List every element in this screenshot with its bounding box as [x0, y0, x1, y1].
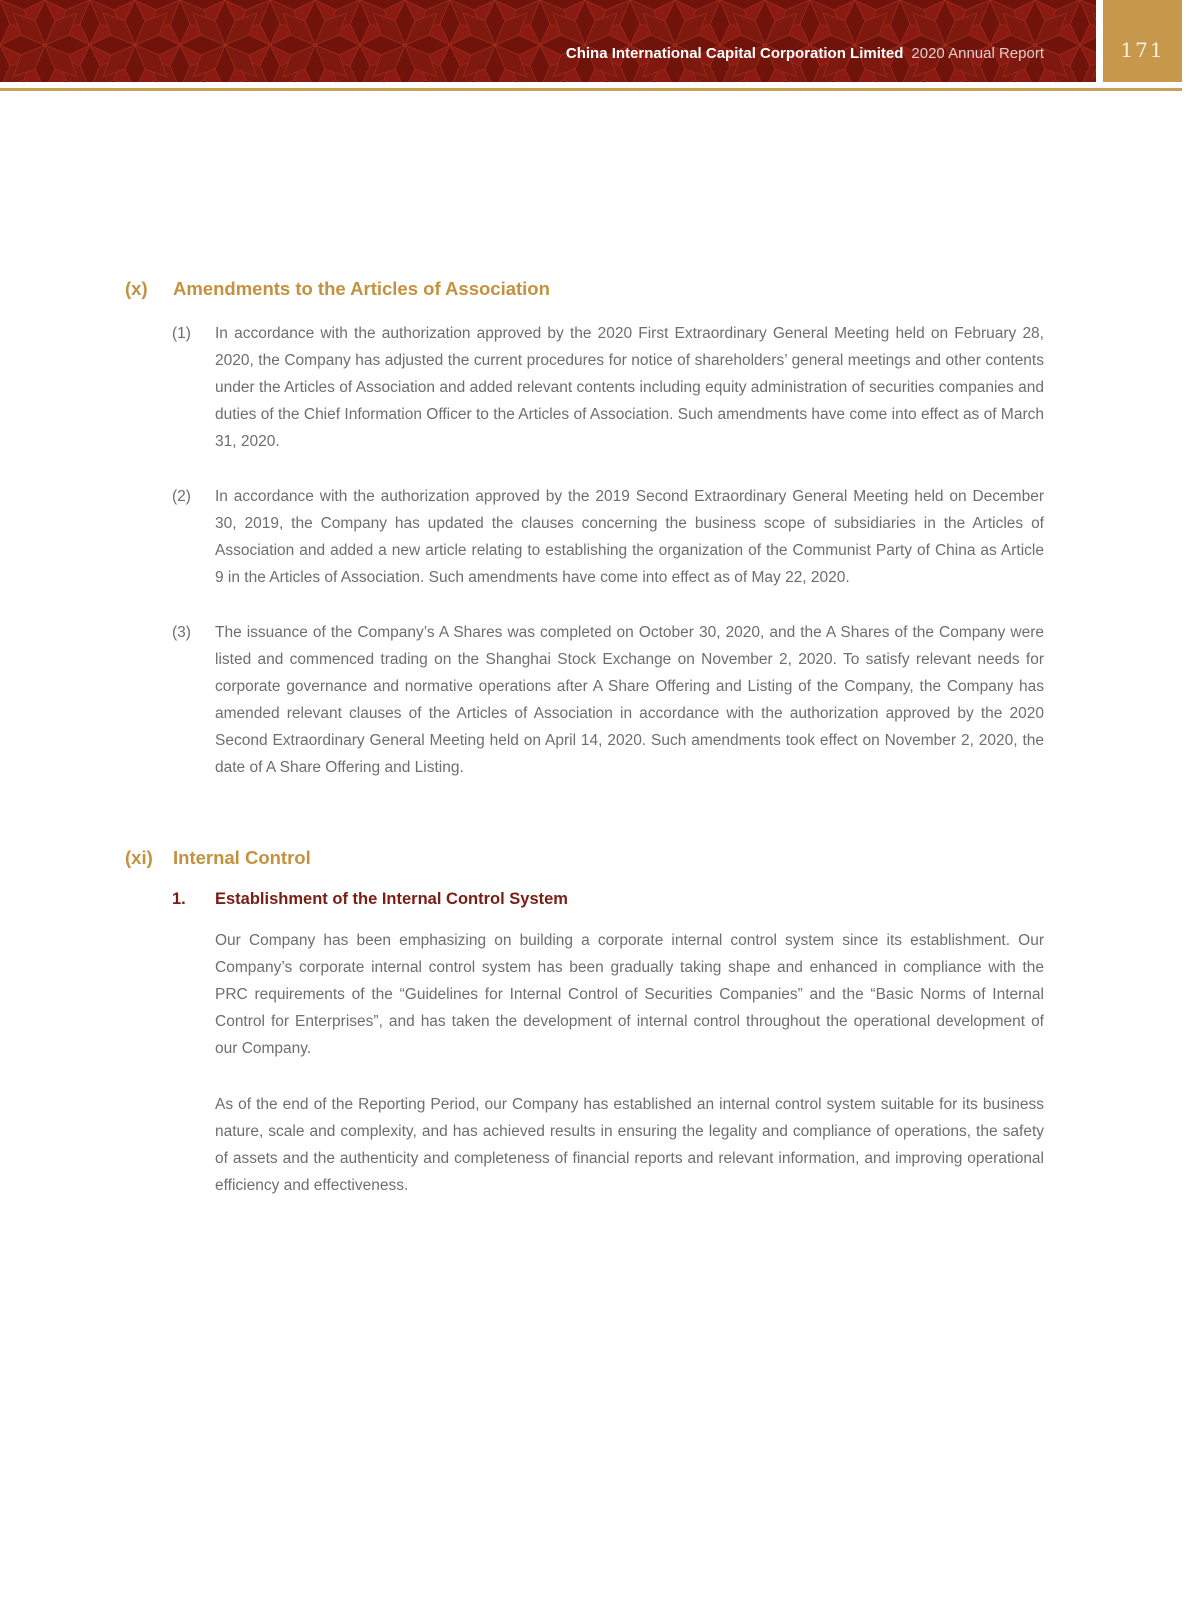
list-item [125, 619, 1044, 781]
section-internal-control [125, 847, 1044, 1199]
page-content [0, 278, 1190, 1199]
list-item-text: The issuance of the Company’s A Shares was completed on October 30, 2020, and the A Shares of the Company were listed and commenced trading on the Shanghai Stock Exchange on November 2, 2020. To satisfy relevant needs for corporate governance and normative operations after A Share Offering and Listing of the Company, the Company has amended relevant clauses of the Articles of Association in accordance with the authorization approved by the 2020 Second Extraordinary General Meeting held on April 14, 2020. Such amendments took effect on November 2, 2020, the date of A Share Offering and Listing. [215, 624, 1044, 776]
header-red-band [0, 0, 1096, 82]
section-label: (x) [125, 278, 148, 299]
list-item-text: In accordance with the authorization approved by the 2019 Second Extraordinary General Meeting held on December 30, 2019, the Company has updated the clauses concerning the business scope of subsidiaries in the Articles of Association and added a new article relating to establishing the organization of the Communist Party of China as Article 9 in the Articles of Association. Such amendments have come into effect as of May 22, 2020. [215, 488, 1044, 586]
subsection-heading-establishment [125, 888, 1044, 910]
subsection-title: Establishment of the Internal Control System [215, 890, 568, 908]
section-label: (xi) [125, 847, 153, 868]
page-number: 171 [1120, 38, 1165, 62]
amendments-list [125, 320, 1044, 781]
company-name: China International Capital Corporation Limited [565, 44, 904, 62]
paragraph: Our Company has been emphasizing on building a corporate internal control system since its establishment. Our Company’s corporate internal control system has been gradually taking shape and enhanced in compliance with the PRC requirements of the “Guidelines for Internal Control of Securities Companies” and the “Basic Norms of Internal Control for Enterprises”, and has taken the development of internal control throughout the operational development of our Company. [215, 932, 1044, 1057]
list-item [125, 320, 1044, 455]
list-item-number: (3) [172, 624, 191, 641]
section-amendments [125, 278, 1044, 781]
section-heading-internal-control [125, 847, 1044, 869]
page-number-box [1103, 0, 1182, 82]
paragraph: As of the end of the Reporting Period, our Company has established an internal control system suitable for its business nature, scale and complexity, and has achieved results in ensuring the legality and compliance of operations, the safety of assets and the authenticity and completeness of financial reports and relevant information, and improving operational efficiency and effectiveness. [215, 1096, 1044, 1194]
list-item-number: (2) [172, 488, 191, 505]
section-heading-amendments [125, 278, 1044, 300]
subsection-number: 1. [172, 890, 186, 908]
header-gold-rule [0, 88, 1182, 91]
section-title: Internal Control [173, 847, 311, 868]
list-item-text: In accordance with the authorization approved by the 2020 First Extraordinary General Meeting held on February 28, 2020, the Company has adjusted the current procedures for notice of shareholders’ general meetings and other contents under the Articles of Association and added relevant contents including equity administration of securities companies and duties of the Chief Information Officer to the Articles of Association. Such amendments have come into effect as of March 31, 2020. [215, 325, 1044, 450]
page-header [0, 0, 1190, 92]
list-item-number: (1) [172, 325, 191, 342]
header-title [344, 0, 1044, 82]
section-title: Amendments to the Articles of Association [173, 278, 550, 299]
list-item [125, 483, 1044, 591]
report-title: 2020 Annual Report [911, 44, 1044, 62]
